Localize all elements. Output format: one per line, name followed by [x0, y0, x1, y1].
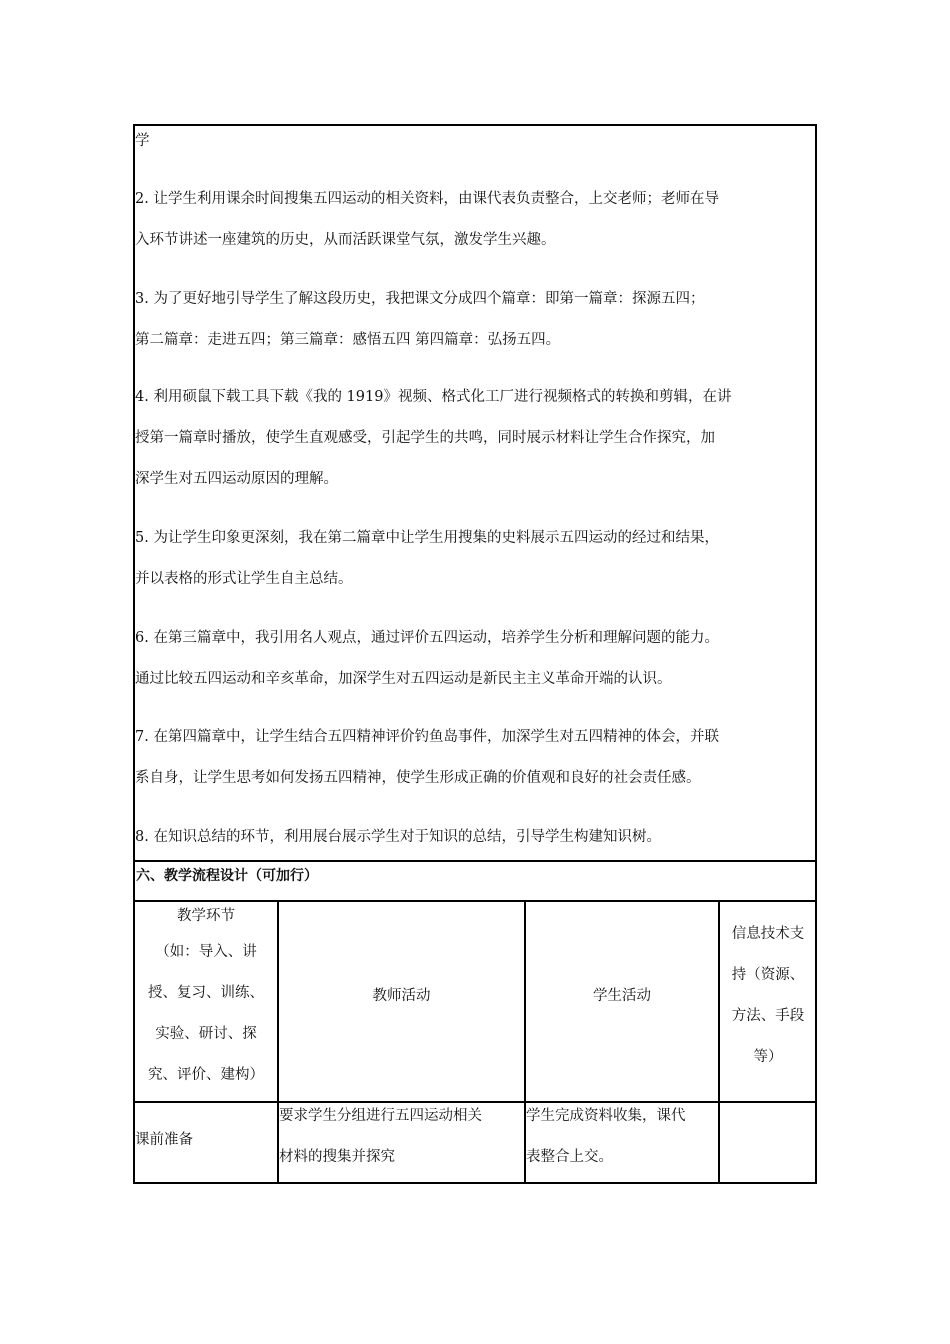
paragraph-line: 4. 利用硕鼠下载工具下载《我的 1919》视频、格式化工厂进行视频格式的转换和剪辑，在讲: [135, 389, 732, 405]
paragraph-line: 2. 让学生利用课余时间搜集五四运动的相关资料，由课代表负责整合，上交老师；老师在导: [135, 191, 719, 207]
paragraph-line: 深学生对五四运动原因的理解。: [135, 471, 338, 487]
header-line: 实验、研讨、探: [155, 1026, 257, 1042]
cell-line: 材料的搜集并探究: [279, 1149, 395, 1165]
header-line: 授、复习、训练、: [148, 985, 264, 1001]
section-divider-bottom: [133, 900, 817, 902]
header-line: 方法、手段: [731, 1008, 805, 1024]
paragraph-line: 并以表格的形式让学生自主总结。: [135, 571, 353, 587]
paragraph-line: 授第一篇章时播放，使学生直观感受，引起学生的共鸣，同时展示材料让学生合作探究，加: [135, 430, 715, 446]
paragraph-line: 6. 在第三篇章中，我引用名人观点，通过评价五四运动，培养学生分析和理解问题的能力。: [135, 630, 719, 646]
column-divider-1: [277, 901, 279, 1183]
header-line: 教学环节: [177, 908, 235, 924]
header-row-divider: [133, 1101, 817, 1103]
paragraph-line: 入环节讲述一座建筑的历史，从而活跃课堂气氛，激发学生兴趣。: [135, 232, 556, 248]
column-divider-2: [524, 901, 526, 1183]
section-divider-top: [133, 860, 817, 862]
paragraph-line: 8. 在知识总结的环节，利用展台展示学生对于知识的总结，引导学生构建知识树。: [135, 829, 661, 845]
header-line: 等）: [753, 1049, 783, 1065]
paragraph-line: 7. 在第四篇章中，让学生结合五四精神评价钓鱼岛事件，加深学生对五四精神的体会，并联: [135, 729, 719, 745]
paragraph-line: 学: [135, 133, 150, 149]
cell-line: 表整合上交。: [526, 1149, 613, 1165]
header-line: 持（资源、: [731, 967, 805, 983]
paragraph-line: 5. 为让学生印象更深刻，我在第二篇章中让学生用搜集的史料展示五四运动的经过和结果，: [135, 530, 719, 546]
header-line: 究、评价、建构）: [148, 1067, 264, 1083]
header-cell-teacher-activity: 教师活动: [372, 988, 431, 1004]
paragraph-line: 第二篇章：走进五四；第三篇章：感悟五四 第四篇章：弘扬五四。: [135, 332, 561, 348]
section-title: 六、教学流程设计（可加行）: [136, 868, 318, 884]
cell-line: 要求学生分组进行五四运动相关: [279, 1108, 482, 1124]
header-cell-student-activity: 学生活动: [593, 988, 651, 1004]
paragraph-line: 3. 为了更好地引导学生了解这段历史，我把课文分成四个篇章：即第一篇章：探源五四；: [135, 291, 705, 307]
header-line: （如：导入、讲: [155, 944, 257, 960]
paragraph-line: 系自身，让学生思考如何发扬五四精神，使学生形成正确的价值观和良好的社会责任感。: [135, 770, 701, 786]
header-line: 信息技术支: [731, 926, 805, 942]
stage-cell: 课前准备: [135, 1132, 193, 1148]
cell-line: 学生完成资料收集，课代: [526, 1108, 686, 1124]
tech-support-cell: [720, 1103, 816, 1183]
paragraph-line: 通过比较五四运动和辛亥革命，加深学生对五四运动是新民主主义革命开端的认识。: [135, 671, 672, 687]
